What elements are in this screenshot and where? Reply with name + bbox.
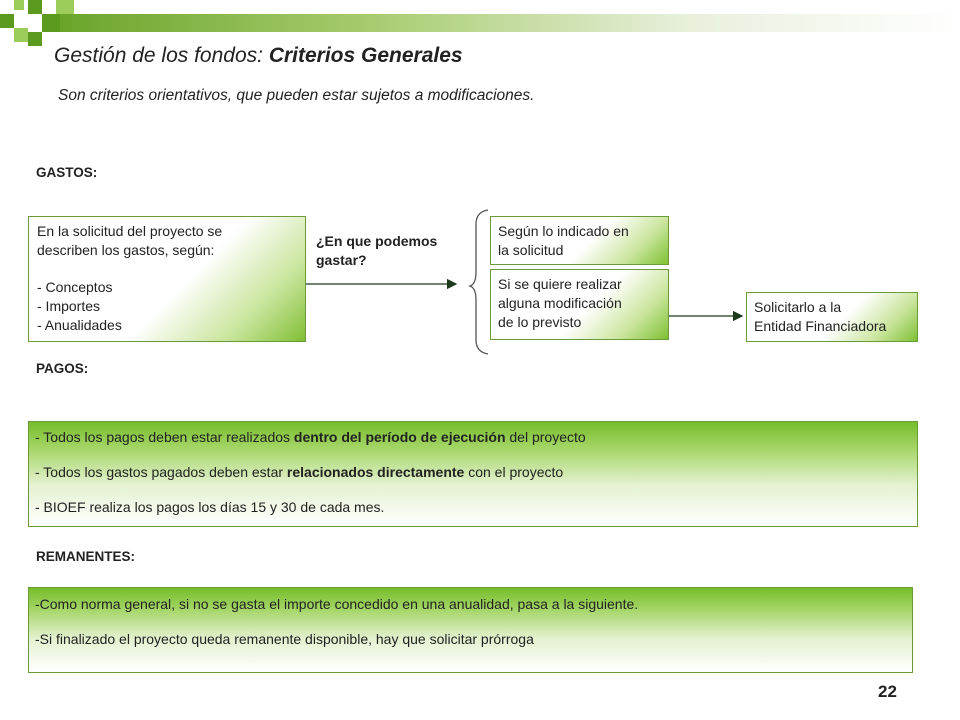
remanentes-line: -Como norma general, si no se gasta el importe concedido en una anualidad, pasa a la siguiente.: [35, 596, 639, 612]
text-span: - Todos los gastos pagados deben estar: [35, 463, 287, 480]
option-line: Según lo indicado en: [498, 223, 629, 239]
pagos-line-bioef: - BIOEF realiza los pagos los días 15 y 30 de cada mes.: [35, 498, 385, 515]
remanentes-box: [28, 587, 913, 673]
option-box-modificacion: [490, 269, 669, 340]
page-number: 22: [878, 682, 897, 701]
option-line: de lo previsto: [498, 313, 582, 330]
result-line: Solicitarlo a la: [754, 299, 842, 315]
gastos-heading: GASTOS:: [36, 165, 98, 180]
text-span: del proyecto: [505, 429, 586, 445]
bold-span: relacionados directamente: [286, 463, 465, 480]
pagos-box: [28, 421, 918, 527]
gastos-intro-line: En la solicitud del proyecto se: [37, 223, 223, 239]
text-span: - Todos los pagos deben estar realizados: [35, 429, 294, 445]
gastos-intro-line: describen los gastos, según:: [37, 241, 215, 258]
gastos-item: - Anualidades: [37, 316, 122, 333]
text-span: con el proyecto: [464, 463, 564, 480]
remanentes-line: -Si finalizado el proyecto queda remanente disponible, hay que solicitar prórroga: [35, 630, 534, 647]
pagos-line-relacion: [35, 463, 911, 482]
bold-span: dentro del período de ejecución: [293, 429, 506, 445]
brace: [470, 210, 488, 354]
gastos-item: - Conceptos: [37, 278, 113, 295]
remanentes-heading: REMANENTES:: [36, 549, 136, 564]
question-line: ¿En que podemos: [316, 233, 438, 249]
page-subtitle: Son criterios orientativos, que pueden estar sujetos a modificaciones.: [58, 87, 535, 104]
option-line: alguna modificación: [498, 294, 622, 311]
result-line: Entidad Financiadora: [754, 317, 887, 334]
title-bold: Criterios Generales: [268, 44, 463, 67]
option-line: Si se quiere realizar: [498, 276, 622, 292]
option-line: la solicitud: [498, 241, 564, 258]
gastos-item: - Importes: [37, 297, 101, 314]
pagos-heading: PAGOS:: [36, 361, 89, 376]
pagos-line-periodo: [35, 428, 911, 447]
option-box-solicitud: [490, 216, 669, 265]
result-box: [746, 292, 918, 342]
question-line: gastar?: [316, 251, 367, 268]
title-prefix: Gestión de los fondos:: [54, 44, 269, 67]
